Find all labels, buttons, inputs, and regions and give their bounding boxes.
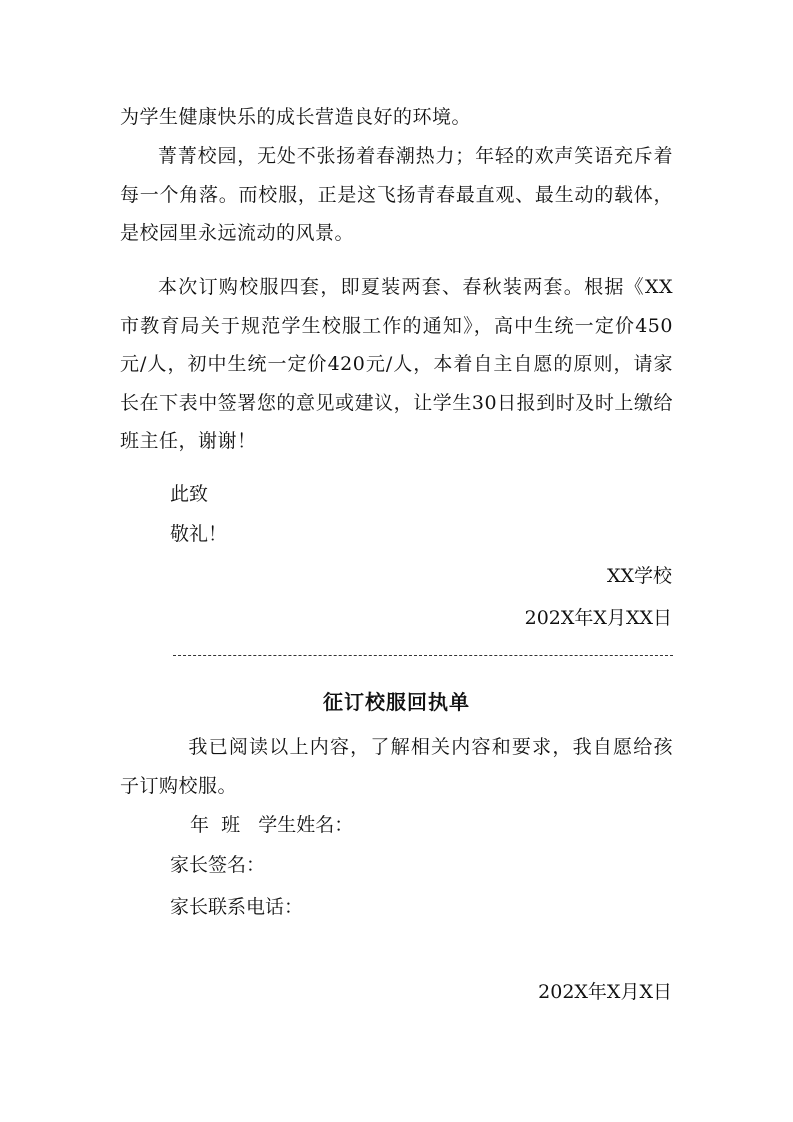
- receipt-parent-phone: 家长联系电话：: [170, 896, 304, 918]
- receipt-parent-signature: 家长签名：: [170, 854, 266, 876]
- closing-salutation: 此致: [170, 483, 209, 505]
- paragraph-intro-tail: 为学生健康快乐的成长营造良好的环境。: [120, 106, 472, 128]
- paragraph-campus: 菁菁校园，无处不张扬着春潮热力；年轻的欢声笑语充斥着每一个角落。而校服，正是这飞扬青春最直观、最生动的载体，是校园里永远流动的风景。: [120, 145, 673, 244]
- receipt-class-student-name: 年 班 学生姓名：: [190, 814, 354, 836]
- closing-regards: 敬礼！: [170, 523, 228, 545]
- cut-line-divider: [173, 655, 673, 656]
- paragraph-order-details: 本次订购校服四套，即夏装两套、春秋装两套。根据《XX市教育局关于规范学生校服工作的通知》，高中生统一定价450元/人，初中生统一定价420元/人，本着自主自愿的原则，请家长在下表中签署您的意见或建议，让学生30日报到时及时上缴给班主任，谢谢！: [120, 276, 673, 452]
- receipt-date: 202X年X月X日: [538, 981, 672, 1003]
- signature-school: XX学校: [606, 565, 672, 587]
- receipt-statement: 我已阅读以上内容，了解相关内容和要求，我自愿给孩子订购校服。: [120, 736, 673, 797]
- receipt-title: 征订校服回执单: [323, 690, 470, 714]
- letter-date: 202X年X月XX日: [524, 607, 672, 629]
